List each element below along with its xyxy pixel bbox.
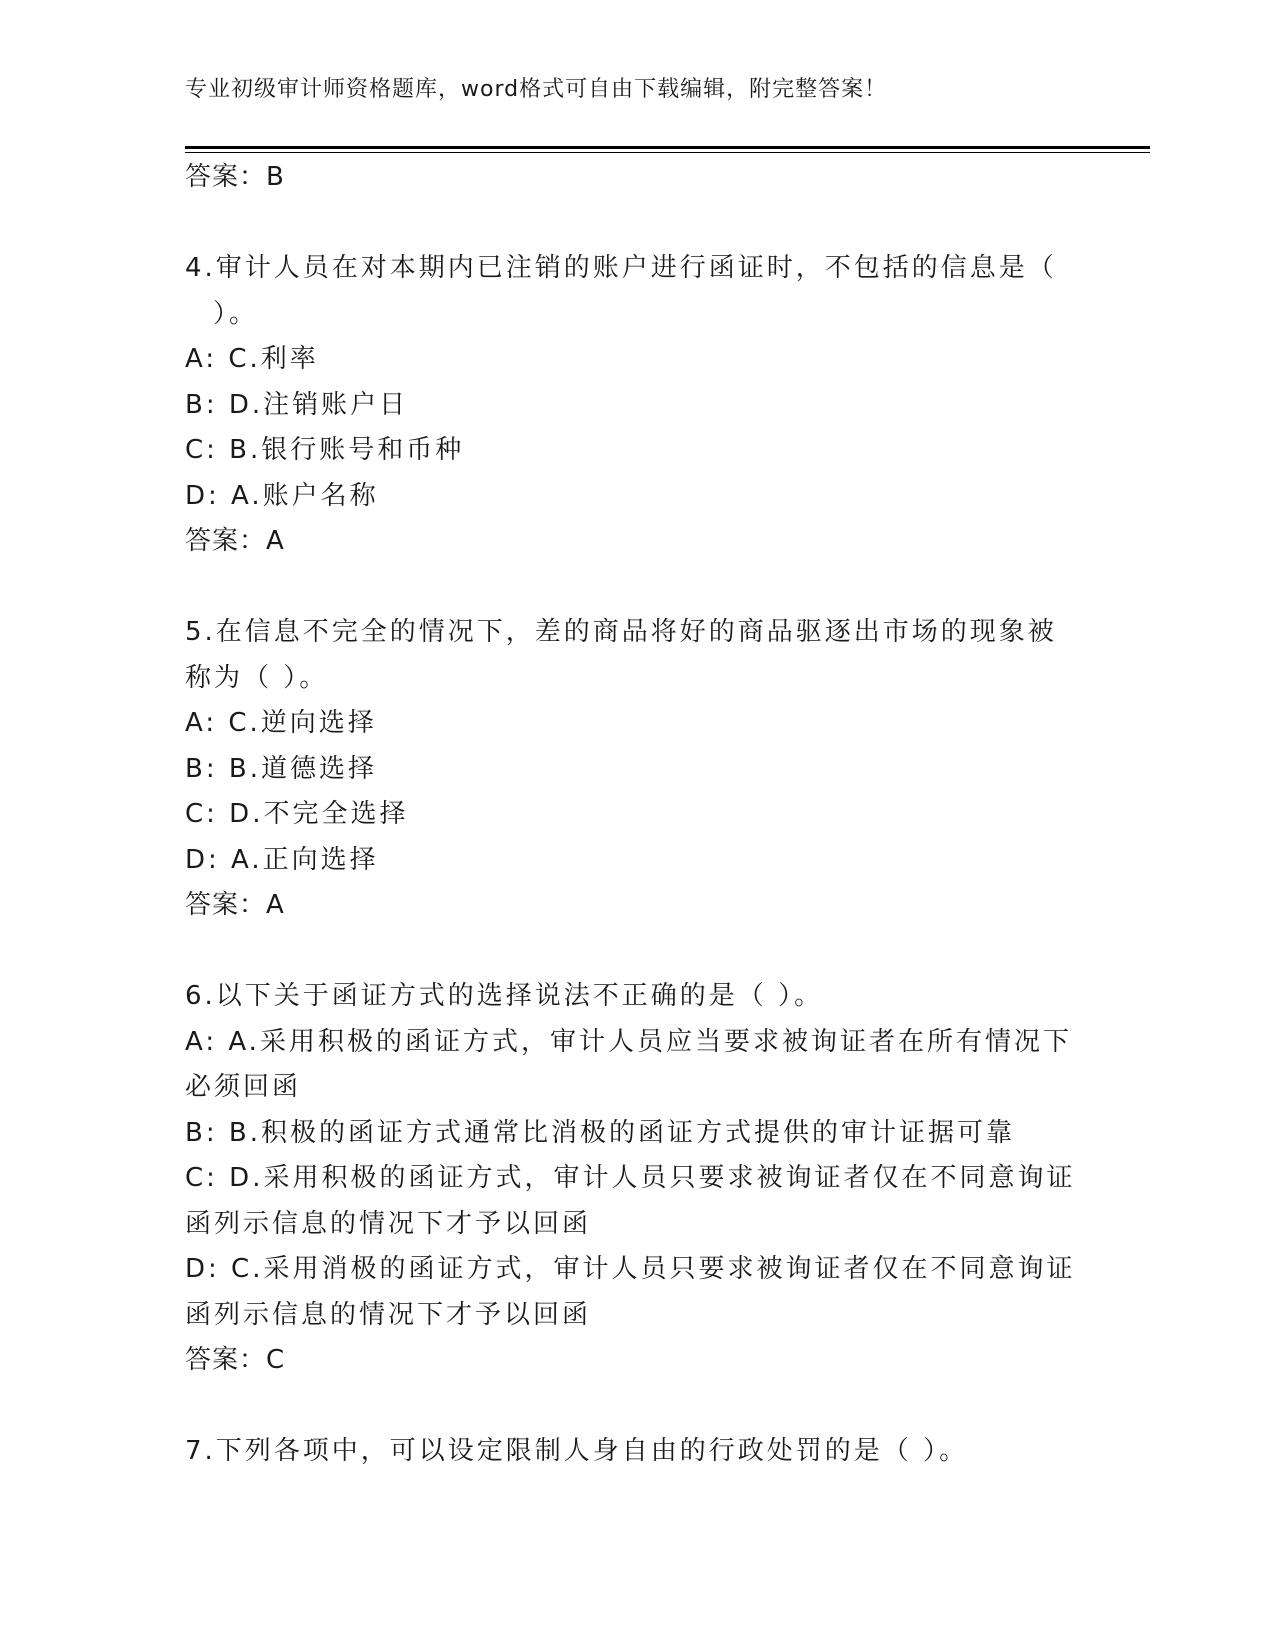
header-rule-thin	[185, 152, 1150, 153]
option-a: A: A.采用积极的函证方式，审计人员应当要求被询证者在所有情况下	[185, 1026, 1072, 1057]
question-stem: 5.在信息不完全的情况下，差的商品将好的商品驱逐出市场的现象被	[185, 617, 1057, 647]
option-a: A: C.逆向选择	[185, 708, 377, 738]
spacer	[185, 201, 1085, 247]
answer-line: 答案：A	[185, 890, 285, 920]
question-block	[185, 246, 1085, 565]
option-a: A: C.利率	[185, 344, 319, 374]
question-block	[185, 1429, 1085, 1475]
option-b: B: D.注销账户日	[185, 389, 409, 420]
page-header: 专业初级审计师资格题库，word格式可自由下载编辑，附完整答案！	[185, 77, 888, 102]
option-d: D: A.账户名称	[185, 480, 379, 511]
question-stem: 称为（ ）。	[185, 662, 329, 693]
spacer	[185, 1384, 1085, 1430]
question-stem: 4.审计人员在对本期内已注销的账户进行函证时，不包括的信息是（	[185, 253, 1057, 283]
answer-line: 答案：C	[185, 1345, 286, 1375]
option-a-continued: 必须回函	[185, 1072, 302, 1102]
spacer	[185, 565, 1085, 611]
question-stem: 6.以下关于函证方式的选择说法不正确的是（ ）。	[185, 981, 824, 1011]
option-d-continued: 函列示信息的情况下才予以回函	[185, 1299, 592, 1330]
spacer	[185, 929, 1085, 975]
answer-line: 答案：A	[185, 526, 285, 556]
option-d: D: A.正向选择	[185, 844, 379, 875]
option-c: C: D.采用积极的函证方式，审计人员只要求被询证者仅在不同意询证	[185, 1163, 1076, 1193]
question-stem: 7.下列各项中，可以设定限制人身自由的行政处罚的是（ ）。	[185, 1436, 969, 1466]
option-b: B: B.道德选择	[185, 753, 377, 784]
question-block	[185, 974, 1085, 1384]
option-b: B: B.积极的函证方式通常比消极的函证方式提供的审计证据可靠	[185, 1117, 1015, 1148]
header-rule-thick	[185, 146, 1150, 149]
option-d: D: C.采用消极的函证方式，审计人员只要求被询证者仅在不同意询证	[185, 1254, 1076, 1284]
question-block	[185, 610, 1085, 929]
option-c-continued: 函列示信息的情况下才予以回函	[185, 1208, 592, 1239]
option-c: C: B.银行账号和币种	[185, 435, 465, 465]
answer-line: 答案：B	[185, 162, 285, 192]
option-c: C: D.不完全选择	[185, 799, 409, 829]
question-content	[185, 155, 1085, 1475]
question-stem: ）。	[213, 298, 259, 329]
